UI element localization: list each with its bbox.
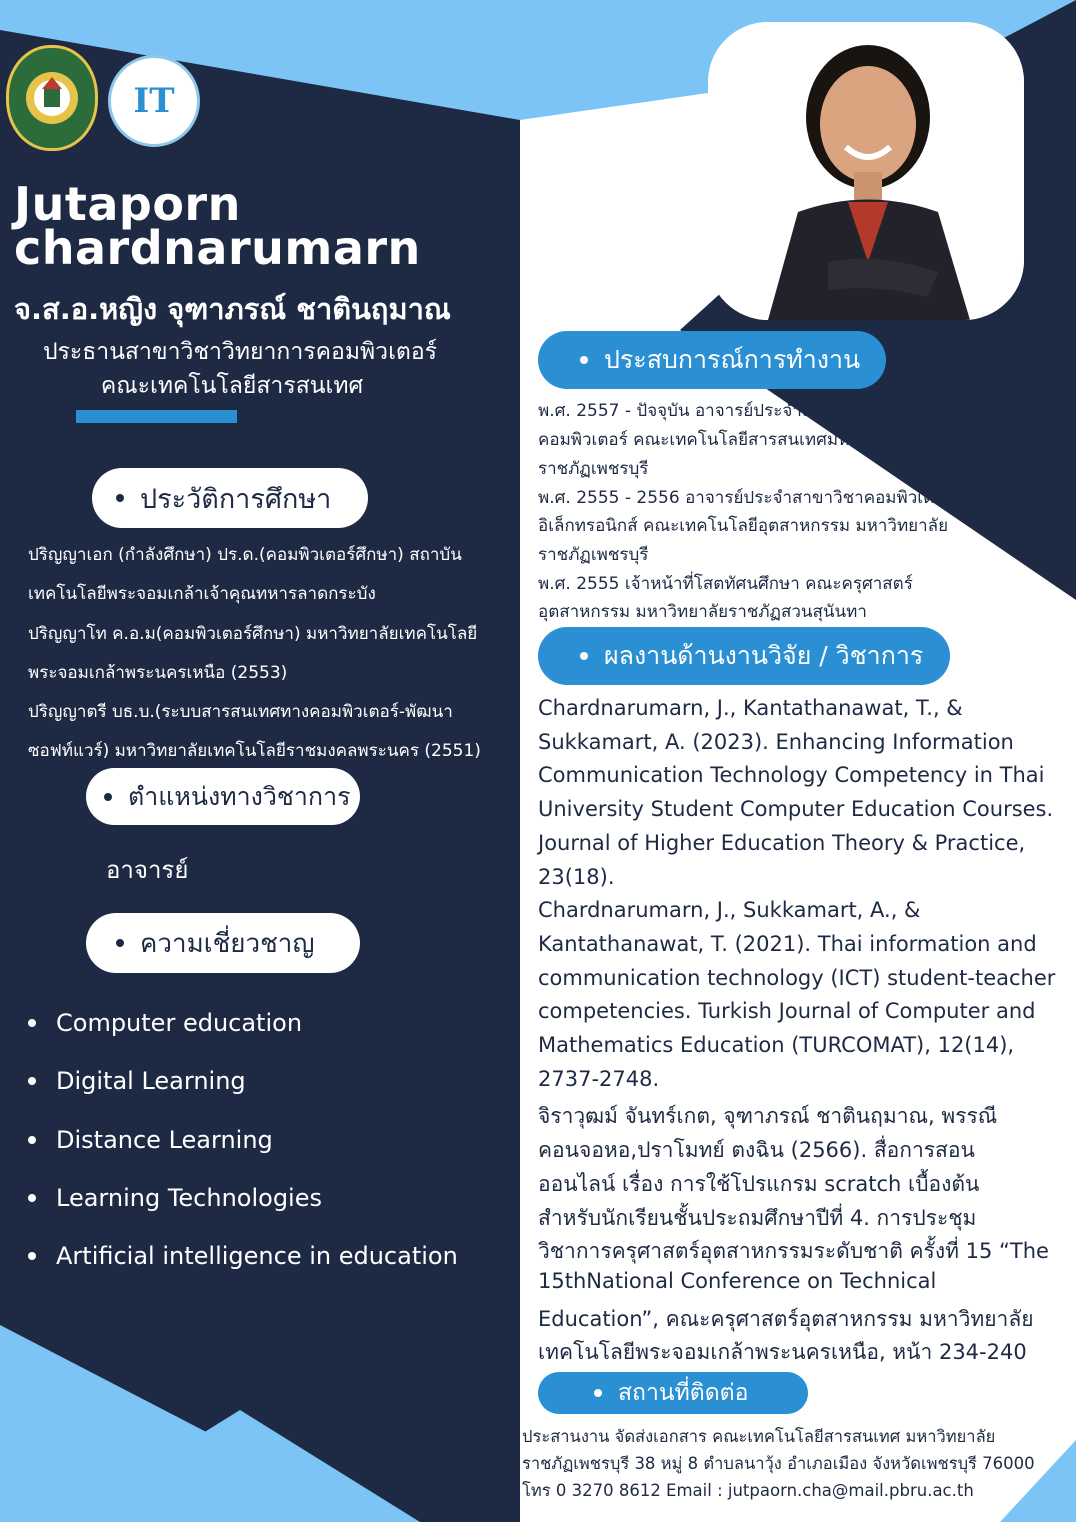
research-line: competencies. Turkish Journal of Computer and [538,999,1036,1024]
position-line-1: ประธานสาขาวิชาวิทยาการคอมพิวเตอร์ [42,339,438,365]
name-english-last: chardnarumarn [14,221,421,275]
research-line: 2737-2748. [538,1066,660,1091]
contact-line: โทร 0 3270 8612 Email : jutpaorn.cha@mail.pbru.ac.th [522,1481,974,1500]
research-line: วิชาการครุศาสตร์อุตสาหกรรมระดับชาติ ครั้งที่ 15 “The [538,1239,1049,1264]
research-line: Chardnarumarn, J., Kantathanawat, T., & [538,696,963,720]
contact-line: ราชภัฏเพชรบุรี 38 หมู่ 8 ตำบลนาวุ้ง อำเภอเมือง จังหวัดเพชรบุรี 76000 [522,1454,1035,1473]
work-line: ราชภัฏเพชรบุรี [538,459,649,479]
bullet-icon [28,1136,36,1144]
research-line: Journal of Higher Education Theory & Practice, [538,830,1026,855]
research-line: ออนไลน์ เรื่อง การใช้โปรแกรม scratch เบื้องต้น [538,1171,980,1196]
faculty-it-logo-text: IT [133,81,175,121]
research-line: University Student Computer Education Courses. [538,797,1054,822]
contact-line: ประสานงาน จัดส่งเอกสาร คณะเทคโนโลยีสารสนเทศ มหาวิทยาลัย [522,1427,996,1446]
expertise-item: Learning Technologies [28,1184,322,1212]
bullet-icon [28,1252,36,1260]
bullet-icon [580,356,588,364]
work-line: พ.ศ. 2557 - ปัจจุบัน อาจารย์ประจำสาขาวิชา [538,401,874,421]
research-line: เทคโนโลยีพระจอมเกล้าพระนครเหนือ, หน้า 234-240 [538,1340,1027,1365]
name-english-first: Jutaporn [14,177,241,231]
education-heading: ประวัติการศึกษา [92,468,368,528]
work-experience-heading: ประสบการณ์การทำงาน [538,331,886,389]
expertise-heading: ความเชี่ยวชาญ [86,913,360,973]
bullet-icon [28,1077,36,1085]
research-line: 15thNational Conference on Technical [538,1268,937,1293]
education-line: พระจอมเกล้าพระนครเหนือ (2553) [28,663,288,683]
work-line: พ.ศ. 2555 เจ้าหน้าที่โสตทัศนศึกษา คณะครุศาสตร์ [538,574,913,594]
work-line: พ.ศ. 2555 - 2556 อาจารย์ประจำสาขาวิชาคอมพิวเตอร์ [538,488,954,508]
work-line: คอมพิวเตอร์ คณะเทคโนโลยีสารสนเทศมหาวิทยาลัย [538,430,920,450]
academic-position-value: อาจารย์ [106,856,189,884]
academic-position-heading: ตำแหน่งทางวิชาการ [86,768,360,825]
profile-photo [708,22,1024,320]
research-line: จิราวุฒม์ จันทร์เกต, จุฑาภรณ์ ชาตินฤมาณ, พรรณี [538,1104,998,1129]
research-line: คอนจอหอ,ปราโมทย์ ตงฉิน (2566). สื่อการสอน [538,1138,975,1163]
education-line: เทคโนโลยีพระจอมเกล้าเจ้าคุณทหารลาดกระบัง [28,584,376,604]
university-seal-logo [6,45,98,151]
research-line: communication technology (ICT) student-teacher [538,965,1056,990]
research-line: 23(18). [538,864,615,889]
education-line: ซอฟท์แวร์) มหาวิทยาลัยเทคโนโลยีราชมงคลพระนคร (2551) [28,741,481,761]
work-line: ราชภัฏเพชรบุรี [538,545,649,565]
education-line: ปริญญาโท ค.อ.ม(คอมพิวเตอร์ศึกษา) มหาวิทยาลัยเทคโนโลยี [28,624,478,644]
education-line: ปริญญาเอก (กำลังศึกษา) ปร.ด.(คอมพิวเตอร์ศึกษา) สถาบัน [28,545,462,565]
expertise-item: Artificial intelligence in education [28,1242,458,1270]
bullet-icon [104,793,112,801]
research-line: Education”, คณะครุศาสตร์อุตสาหกรรม มหาวิทยาลัย [538,1306,1034,1331]
research-line: Chardnarumarn, J., Sukkamart, A., & [538,898,921,923]
research-line: สำหรับนักเรียนชั้นประถมศึกษาปีที่ 4. การประชุม [538,1205,977,1230]
expertise-item: Computer education [28,1009,302,1037]
bullet-icon [594,1389,602,1397]
bullet-icon [580,652,588,660]
accent-divider [76,410,237,423]
research-line: Sukkamart, A. (2023). Enhancing Information [538,729,1014,754]
research-line: Kantathanawat, T. (2021). Thai information and [538,931,1037,956]
expertise-item: Digital Learning [28,1067,246,1095]
position-line-2: คณะเทคโนโลยีสารสนเทศ [100,373,364,399]
bullet-icon [28,1019,36,1027]
expertise-item: Distance Learning [28,1126,273,1154]
faculty-it-logo [108,55,200,147]
education-line: ปริญญาตรี บธ.บ.(ระบบสารสนเทศทางคอมพิวเตอร์-พัฒนา [28,702,453,722]
contact-heading: สถานที่ติดต่อ [538,1372,808,1414]
bullet-icon [116,494,124,502]
work-line: อุตสาหกรรม มหาวิทยาลัยราชภัฏสวนสุนันทา [538,602,867,622]
name-thai: จ.ส.อ.หญิง จุฑาภรณ์ ชาตินฤมาณ [14,292,451,326]
bullet-icon [116,939,124,947]
research-line: Communication Technology Competency in Thai [538,763,1045,788]
name-english [14,177,421,275]
research-heading: ผลงานด้านงานวิจัย / วิชาการ [538,627,950,685]
work-line: อิเล็กทรอนิกส์ คณะเทคโนโลยีอุตสาหกรรม มหาวิทยาลัย [538,516,949,536]
research-line: Mathematics Education (TURCOMAT), 12(14), [538,1033,1015,1057]
bullet-icon [28,1194,36,1202]
